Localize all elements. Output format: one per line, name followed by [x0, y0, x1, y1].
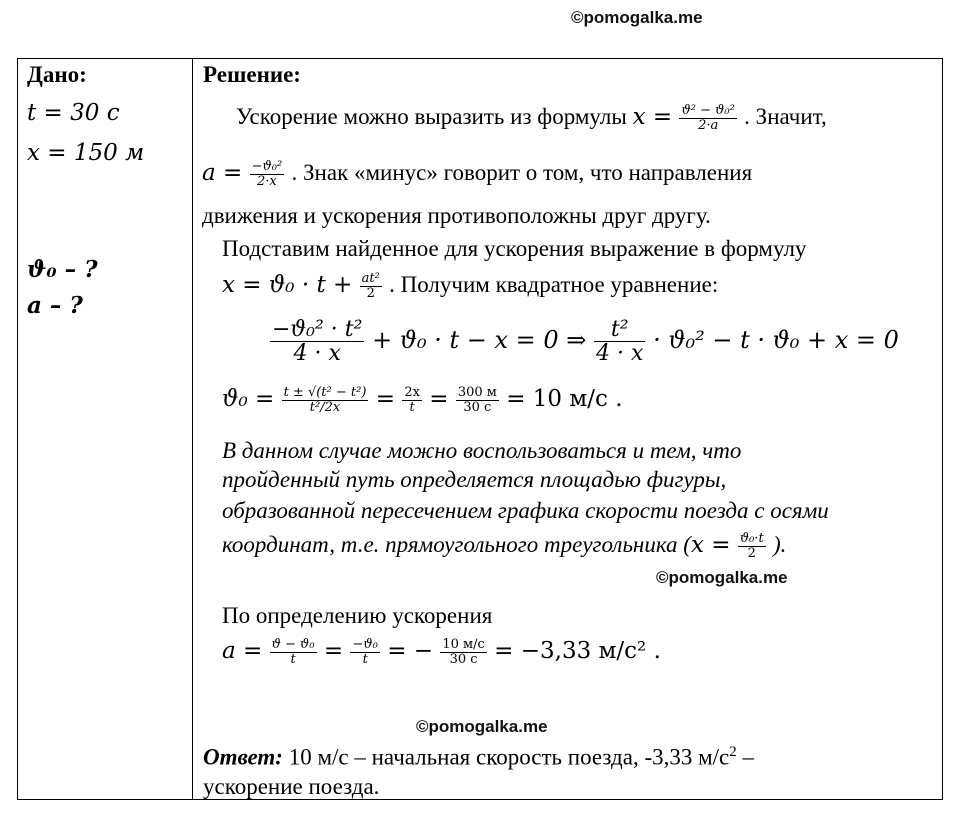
answer-text: 10 м/с – начальная скорость поезда, -3,33 м/с	[282, 744, 730, 770]
italic-4-text: координат, т.е. прямоугольного треугольника (	[222, 532, 691, 558]
given-t: t = 30 с	[27, 100, 120, 126]
italic-line-3: образованной пересечением графика скорости поезда с осями	[222, 498, 829, 523]
watermark-top: ©pomogalka.me	[571, 8, 703, 27]
fraction: $\frac{\text{t ± √(t² − t²)}}{\text{t²/2x}}$	[283, 385, 367, 415]
p1-rest: . Знак «минус» говорит о том, что направления	[291, 160, 753, 186]
v0-solution: ϑ₀ = $\frac{\text{t ± √(t² − t²)}}{\text{t²/2x}}$ = $\frac{2x}{t}$ = $\frac{300 м}{30 с}$ = 10 м/с .	[222, 385, 623, 415]
fraction: $\frac{2x}{t}$	[404, 385, 420, 415]
fraction: $\frac{\text{−ϑ₀²}}{2\cdot x}$	[251, 159, 283, 189]
column-divider	[192, 59, 193, 799]
paragraph-2-line-2	[222, 272, 718, 300]
watermark-bottom: ©pomogalka.me	[416, 717, 548, 736]
fraction: $\frac{\text{t²}}{4 \cdot x}$	[596, 317, 644, 367]
solution-title: Решение:	[203, 62, 301, 87]
fraction: $\frac{\text{at²}}{2}$	[361, 271, 380, 301]
paragraph-1-line-2	[202, 160, 752, 188]
paragraph-1-line-3: движения и ускорения противоположны друг другу.	[202, 203, 711, 228]
p1-after: . Значит,	[744, 104, 827, 130]
italic-line-1: В данном случае можно воспользоваться и тем, что	[222, 438, 742, 463]
answer-line-1: Ответ: 10 м/с – начальная скорость поезда, -3,33 $м/с^2$ –	[203, 744, 754, 770]
formula-a: a = $\frac{\text{−ϑ₀²}}{2\cdot x}$	[202, 159, 283, 189]
fraction: $\frac{10 м/с}{30 с}$	[442, 637, 485, 667]
p1-text: Ускорение можно выразить из формулы	[236, 104, 627, 130]
fraction: $\frac{\text{−ϑ₀² · t²}}{4 \cdot x}$	[272, 317, 363, 367]
italic-line-4: координат, т.е. прямоугольного треугольника (x = $\frac{\text{ϑ₀·t}}{2}$ ).	[222, 531, 787, 561]
quadratic-equation: $\frac{\text{−ϑ₀² · t²}}{4 \cdot x}$ + ϑ₀ · t − x = 0 ⇒ $\frac{\text{t²}}{4 \cdot x}$ · ϑ₀² − t · ϑ₀ + x = 0	[272, 317, 899, 367]
fraction: $\frac{\text{ϑ² − ϑ₀²}}{2\cdot a}$	[681, 103, 735, 133]
acceleration-formula: a = $\frac{\text{ϑ − ϑ₀}}{t}$ = $\frac{\text{−ϑ₀}}{t}$ = − $\frac{10 м/с}{30 с}$ = −3,33 м/с² .	[222, 637, 661, 667]
italic-line-2: пройденный путь определяется площадью фигуры,	[222, 467, 727, 492]
fraction: $\frac{\text{−ϑ₀}}{t}$	[352, 637, 378, 667]
formula-x-motion: x = ϑ₀ · t + $\frac{\text{at²}}{2}$	[222, 271, 380, 301]
formula-x: x = $\frac{\text{ϑ² − ϑ₀²}}{2\cdot a}$	[632, 103, 735, 133]
answer-label: Ответ:	[203, 744, 283, 770]
find-a: a – ?	[27, 292, 83, 319]
definition-text: По определению ускорения	[222, 603, 493, 628]
answer-tail: –	[736, 744, 754, 770]
given-title: Дано:	[27, 62, 87, 87]
find-v0: ϑ₀ – ?	[27, 256, 98, 283]
paragraph-1-line-1	[236, 104, 827, 132]
fraction: $\frac{\text{ϑ − ϑ₀}}{t}$	[271, 637, 315, 667]
given-x: x = 150 м	[27, 140, 145, 166]
watermark-middle: ©pomogalka.me	[656, 568, 788, 587]
fraction: $\frac{300 м}{30 с}$	[457, 385, 497, 415]
p2-after: . Получим квадратное уравнение:	[389, 272, 719, 298]
answer-line-2: ускорение поезда.	[203, 774, 380, 799]
paragraph-2-line-1: Подставим найденное для ускорения выражение в формулу	[222, 236, 807, 261]
fraction: $\frac{\text{ϑ₀·t}}{2}$	[739, 531, 764, 561]
